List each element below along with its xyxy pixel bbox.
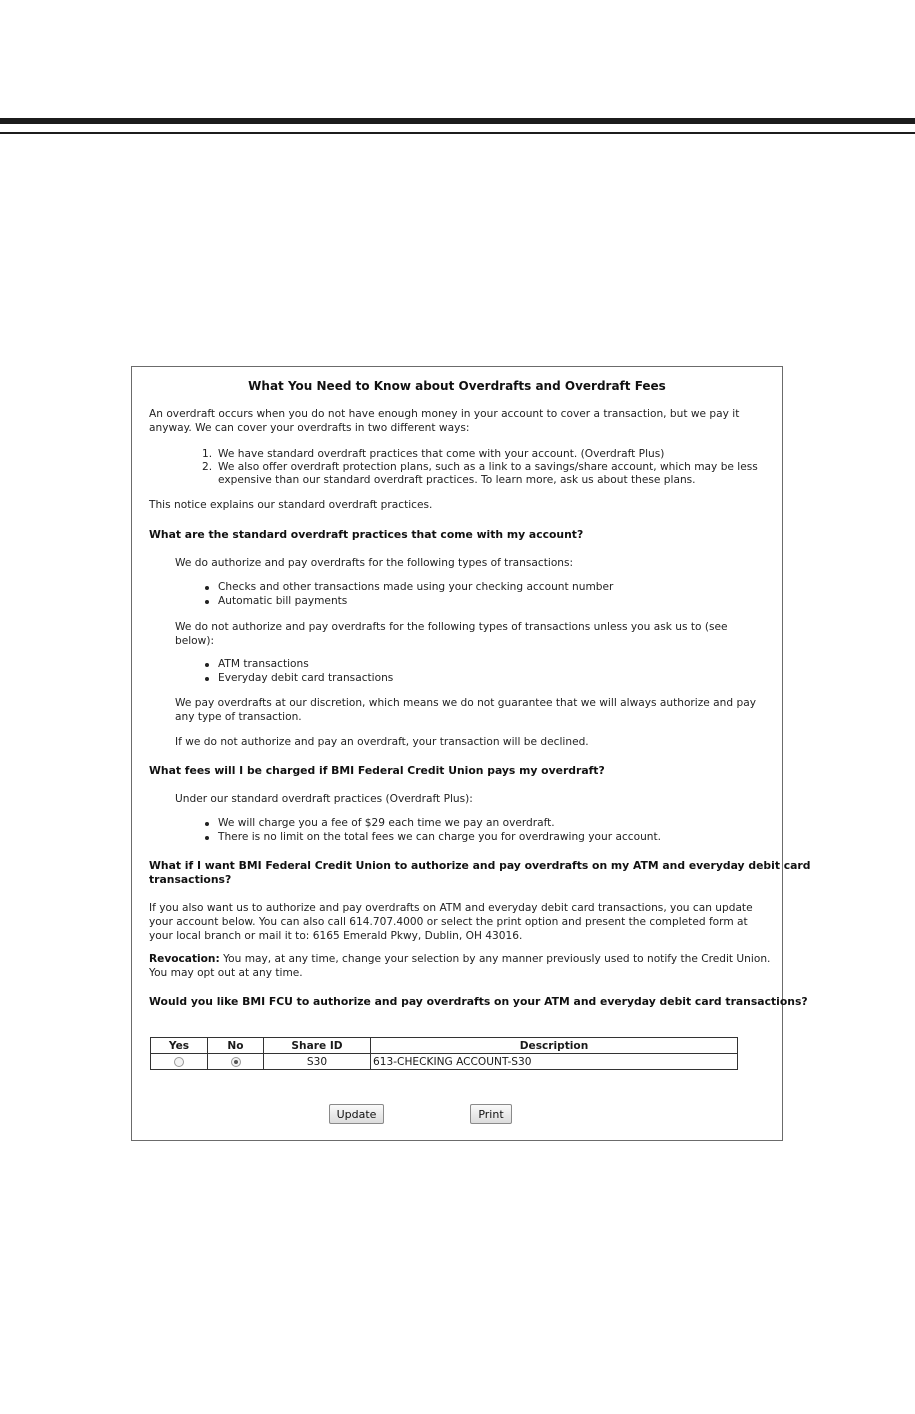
yes-radio[interactable] xyxy=(174,1057,184,1067)
no-radio[interactable] xyxy=(231,1057,241,1067)
revocation-line-1 xyxy=(149,953,770,967)
not-authorize-line-1: We do not authorize and pay overdrafts for the following types of transactions unless you ask us to (see xyxy=(175,621,728,633)
fee-item: We will charge you a fee of $29 each time we pay an overdraft. xyxy=(218,817,555,829)
column-header-no: No xyxy=(208,1038,264,1054)
opt-in-question: Would you like BMI FCU to authorize and pay overdrafts on your ATM and everyday debit card transactions? xyxy=(149,995,808,1008)
section-3-heading-line-2: transactions? xyxy=(149,873,232,886)
section-1-heading: What are the standard overdraft practices that come with my account? xyxy=(149,528,584,541)
discretion-line-2: any type of transaction. xyxy=(175,711,302,723)
account-table xyxy=(150,1037,738,1070)
revocation-line-2: You may opt out at any time. xyxy=(149,967,303,979)
bullet xyxy=(205,822,209,826)
intro-line-2: anyway. We can cover your overdrafts in two different ways: xyxy=(149,422,470,434)
opt-in-line-1: If you also want us to authorize and pay overdrafts on ATM and everyday debit card transactions, you can update xyxy=(149,902,753,914)
not-authorize-item: Everyday debit card transactions xyxy=(218,672,394,684)
not-authorize-line-2: below): xyxy=(175,635,215,647)
declined-text: If we do not authorize and pay an overdraft, your transaction will be declined. xyxy=(175,736,589,748)
column-header-share-id: Share ID xyxy=(264,1038,371,1054)
form-title: What You Need to Know about Overdrafts and Overdraft Fees xyxy=(248,379,666,393)
yes-cell xyxy=(151,1054,208,1070)
section-3-heading-line-1: What if I want BMI Federal Credit Union to authorize and pay overdrafts on my ATM and everyday debit card xyxy=(149,859,811,872)
revocation-label: Revocation: xyxy=(149,953,220,965)
opt-in-line-2: your account below. You can also call 614.707.4000 or select the print option and present the completed form at xyxy=(149,916,748,928)
opt-in-line-3: your local branch or mail it to: 6165 Emerald Pkwy, Dublin, OH 43016. xyxy=(149,930,523,942)
bullet xyxy=(205,836,209,840)
bullet xyxy=(205,677,209,681)
way-1-line: We have standard overdraft practices that come with your account. (Overdraft Plus) xyxy=(218,448,665,460)
column-header-yes: Yes xyxy=(151,1038,208,1054)
section-2-heading: What fees will I be charged if BMI Federal Credit Union pays my overdraft? xyxy=(149,764,605,777)
intro-line-1: An overdraft occurs when you do not have enough money in your account to cover a transaction, but we pay it xyxy=(149,408,740,420)
list-number: 2. xyxy=(202,461,213,473)
notice-text: This notice explains our standard overdraft practices. xyxy=(149,499,433,511)
update-button[interactable]: Update xyxy=(329,1104,384,1124)
discretion-line-1: We pay overdrafts at our discretion, which means we do not guarantee that we will always authorize and pay xyxy=(175,697,756,709)
bullet xyxy=(205,600,209,604)
bullet xyxy=(205,663,209,667)
way-2-line-2: expensive than our standard overdraft practices. To learn more, ask us about these plans. xyxy=(218,474,696,486)
print-button[interactable]: Print xyxy=(470,1104,512,1124)
way-2-line-1: We also offer overdraft protection plans, such as a link to a savings/share account, which may be less xyxy=(218,461,758,473)
column-header-description: Description xyxy=(371,1038,738,1054)
not-authorize-item: ATM transactions xyxy=(218,658,309,670)
no-cell xyxy=(208,1054,264,1070)
table-row xyxy=(151,1054,738,1070)
table-header-row xyxy=(151,1038,738,1054)
authorize-item: Automatic bill payments xyxy=(218,595,348,607)
revocation-text: You may, at any time, change your selection by any manner previously used to notify the Credit Union. xyxy=(219,953,771,965)
header-rule-thin xyxy=(0,132,915,134)
list-number: 1. xyxy=(202,448,213,460)
bullet xyxy=(205,586,209,590)
fees-intro: Under our standard overdraft practices (Overdraft Plus): xyxy=(175,793,473,805)
header-rule-thick xyxy=(0,118,915,124)
share-id-cell: S30 xyxy=(264,1054,371,1070)
authorize-item: Checks and other transactions made using your checking account number xyxy=(218,581,614,593)
description-cell: 613-CHECKING ACCOUNT-S30 xyxy=(371,1054,738,1070)
fee-item: There is no limit on the total fees we can charge you for overdrawing your account. xyxy=(218,831,662,843)
authorize-intro: We do authorize and pay overdrafts for the following types of transactions: xyxy=(175,557,574,569)
overdraft-form-panel xyxy=(131,366,811,1141)
